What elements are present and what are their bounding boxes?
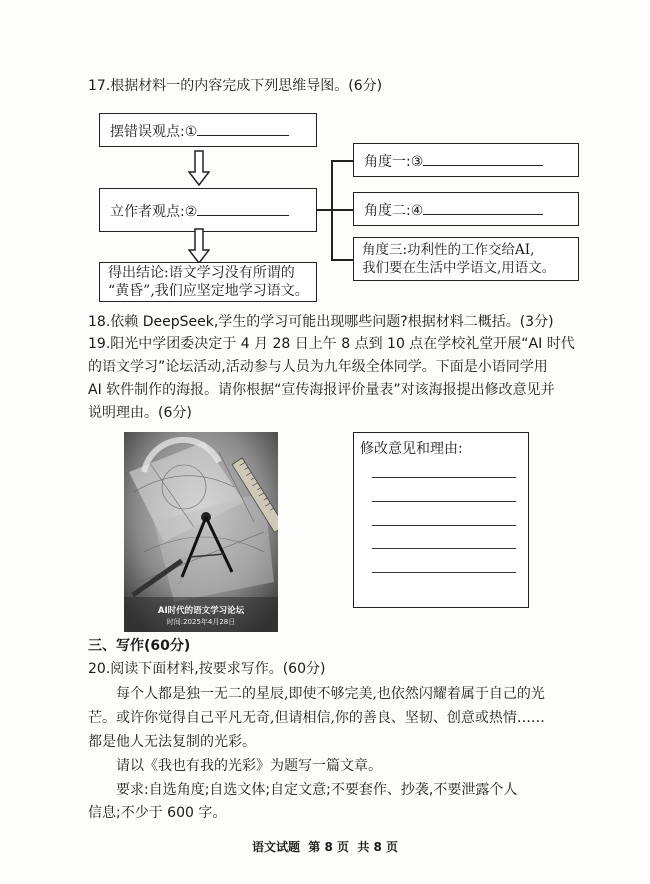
q19-line-3: AI 软件制作的海报。请你根据“宣传海报评价量表”对该海报提出修改意见并	[88, 382, 555, 398]
conclusion-line-2: “黄昏”,我们应坚定地学习语文。	[108, 283, 309, 299]
q18-text: 18.依赖 DeepSeek,学生的学习可能出现哪些问题?根据材料二概括。(3分)	[88, 314, 554, 330]
q19-line-2: 的语文学习”论坛活动,活动参与人员为九年级全体同学。下面是小语同学用	[88, 359, 548, 375]
q20-requirement-line-2: 信息;不少于 600 字。	[88, 805, 227, 821]
connector-line	[331, 160, 353, 162]
mindmap-box-angle3	[353, 237, 579, 281]
answer-blank-3[interactable]	[423, 151, 543, 166]
angle3-line-1: 角度三:功利性的工作交给AI,	[362, 242, 535, 258]
mindmap-box-angle2	[353, 192, 579, 226]
connector-line	[331, 209, 353, 211]
q20-material-line-1: 每个人都是独一无二的星辰,即使不够完美,也依然闪耀着属于自己的光	[116, 686, 545, 702]
answer-blank-2[interactable]	[197, 201, 289, 216]
page-footer: 语文试题 第 8 页 共 8 页	[251, 840, 399, 854]
answer-line[interactable]	[372, 548, 516, 549]
connector-line	[317, 209, 331, 211]
answer-line[interactable]	[372, 572, 516, 573]
down-arrow-icon	[188, 150, 210, 186]
connector-line	[331, 259, 353, 261]
q17-title: 17.根据材料一的内容完成下列思维导图。(6分)	[88, 78, 383, 94]
angle2-label: 角度二:④	[364, 203, 424, 219]
mindmap-box-angle1	[353, 143, 579, 177]
answer-box-title: 修改意见和理由:	[360, 441, 463, 457]
poster-drawing-tools-illustration	[124, 432, 278, 632]
answer-blank-1[interactable]	[197, 121, 289, 136]
revision-answer-box	[353, 432, 529, 608]
poster-title: AI时代的语文学习论坛	[157, 606, 245, 616]
answer-line[interactable]	[372, 477, 516, 478]
q20-intro: 20.阅读下面材料,按要求写作。(60分)	[88, 661, 326, 677]
poster-image	[124, 432, 278, 632]
mindmap-wrong-label: 摆错误观点:①	[110, 124, 198, 140]
q20-material-line-3: 都是他人无法复制的光彩。	[88, 734, 256, 750]
answer-line[interactable]	[372, 525, 516, 526]
mindmap-author-label: 立作者观点:②	[110, 204, 198, 220]
angle3-line-2: 我们要在生活中学语文,用语文。	[362, 260, 556, 276]
q19-line-1: 19.阳光中学团委决定于 4 月 28 日上午 8 点到 10 点在学校礼堂开展“AI 时代	[88, 336, 575, 352]
mindmap-box-wrong-view	[99, 113, 317, 147]
section3-heading: 三、写作(60分)	[88, 638, 191, 654]
angle1-label: 角度一:③	[364, 154, 424, 170]
q20-material-line-2: 芒。或许你觉得自己平凡无奇,但请相信,你的善良、坚韧、创意或热情……	[88, 710, 545, 726]
mindmap-box-author-view	[99, 188, 317, 232]
q20-requirement-line-1: 要求:自选角度;自选文体;自定文意;不要套作、抄袭,不要泄露个人	[116, 782, 518, 798]
q19-line-4: 说明理由。(6分)	[88, 405, 192, 421]
answer-line[interactable]	[372, 501, 516, 502]
answer-blank-4[interactable]	[423, 200, 543, 215]
conclusion-line-1: 得出结论:语文学习没有所谓的	[108, 265, 295, 281]
poster-time: 时间:2025年4月28日	[166, 618, 236, 626]
down-arrow-icon	[188, 228, 210, 264]
mindmap-box-conclusion	[99, 262, 317, 302]
q20-prompt: 请以《我也有我的光彩》为题写一篇文章。	[116, 758, 382, 774]
